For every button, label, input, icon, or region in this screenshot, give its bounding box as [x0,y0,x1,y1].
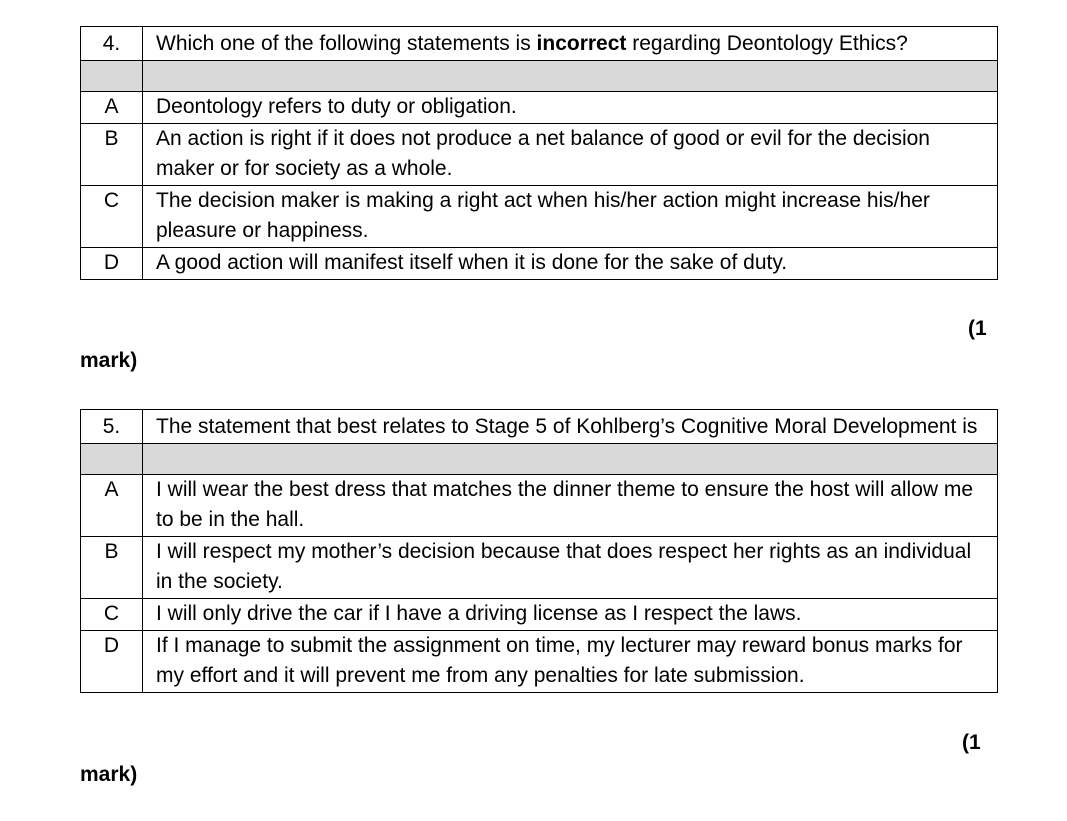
question-4-stem-row [81,27,998,61]
question-4-stem [143,27,998,61]
option-letter: B [81,537,143,599]
option-text: An action is right if it does not produce a net balance of good or evil for the decision maker or for society as a whole. [143,124,998,186]
question-5-option-a [81,475,998,537]
question-4-stem-before: Which one of the following statements is [156,32,537,55]
question-4-option-a [81,92,998,124]
option-letter: C [81,186,143,248]
question-5-separator-right [143,444,998,475]
option-letter: A [81,475,143,537]
option-text: A good action will manifest itself when it is done for the sake of duty. [143,248,998,280]
question-4-option-d [81,248,998,280]
question-5-option-c [81,599,998,631]
question-4-mark-close: mark) [80,349,138,372]
question-4-table [80,26,998,280]
option-letter: B [81,124,143,186]
option-letter: D [81,631,143,693]
option-text: I will respect my mother’s decision because that does respect her rights as an individual in the society. [143,537,998,599]
question-5-number: 5. [81,410,143,444]
question-5-option-d [81,631,998,693]
question-4-option-b [81,124,998,186]
question-5-separator-row [81,444,998,475]
option-letter: C [81,599,143,631]
option-text: If I manage to submit the assignment on time, my lecturer may reward bonus marks for my effort and it will prevent me from any penalties for late submission. [143,631,998,693]
question-5-mark-open: (1 [962,731,981,754]
question-5-separator-left [81,444,143,475]
question-4-stem-bold: incorrect [536,32,627,55]
question-4-number: 4. [81,27,143,61]
question-4-option-c [81,186,998,248]
question-4-separator-right [143,61,998,92]
question-4-separator-left [81,61,143,92]
option-text: Deontology refers to duty or obligation. [143,92,998,124]
question-4-stem-after: regarding Deontology Ethics? [626,32,908,55]
question-4-mark-open: (1 [968,317,987,340]
option-letter: D [81,248,143,280]
question-5-table [80,409,998,693]
question-5-mark-close: mark) [80,763,138,786]
question-5-option-b [81,537,998,599]
question-5-stem: The statement that best relates to Stage 5 of Kohlberg’s Cognitive Moral Development is [143,410,998,444]
question-5-stem-row [81,410,998,444]
option-letter: A [81,92,143,124]
option-text: The decision maker is making a right act when his/her action might increase his/her pleasure or happiness. [143,186,998,248]
option-text: I will only drive the car if I have a driving license as I respect the laws. [143,599,998,631]
question-4-separator-row [81,61,998,92]
option-text: I will wear the best dress that matches the dinner theme to ensure the host will allow me to be in the hall. [143,475,998,537]
